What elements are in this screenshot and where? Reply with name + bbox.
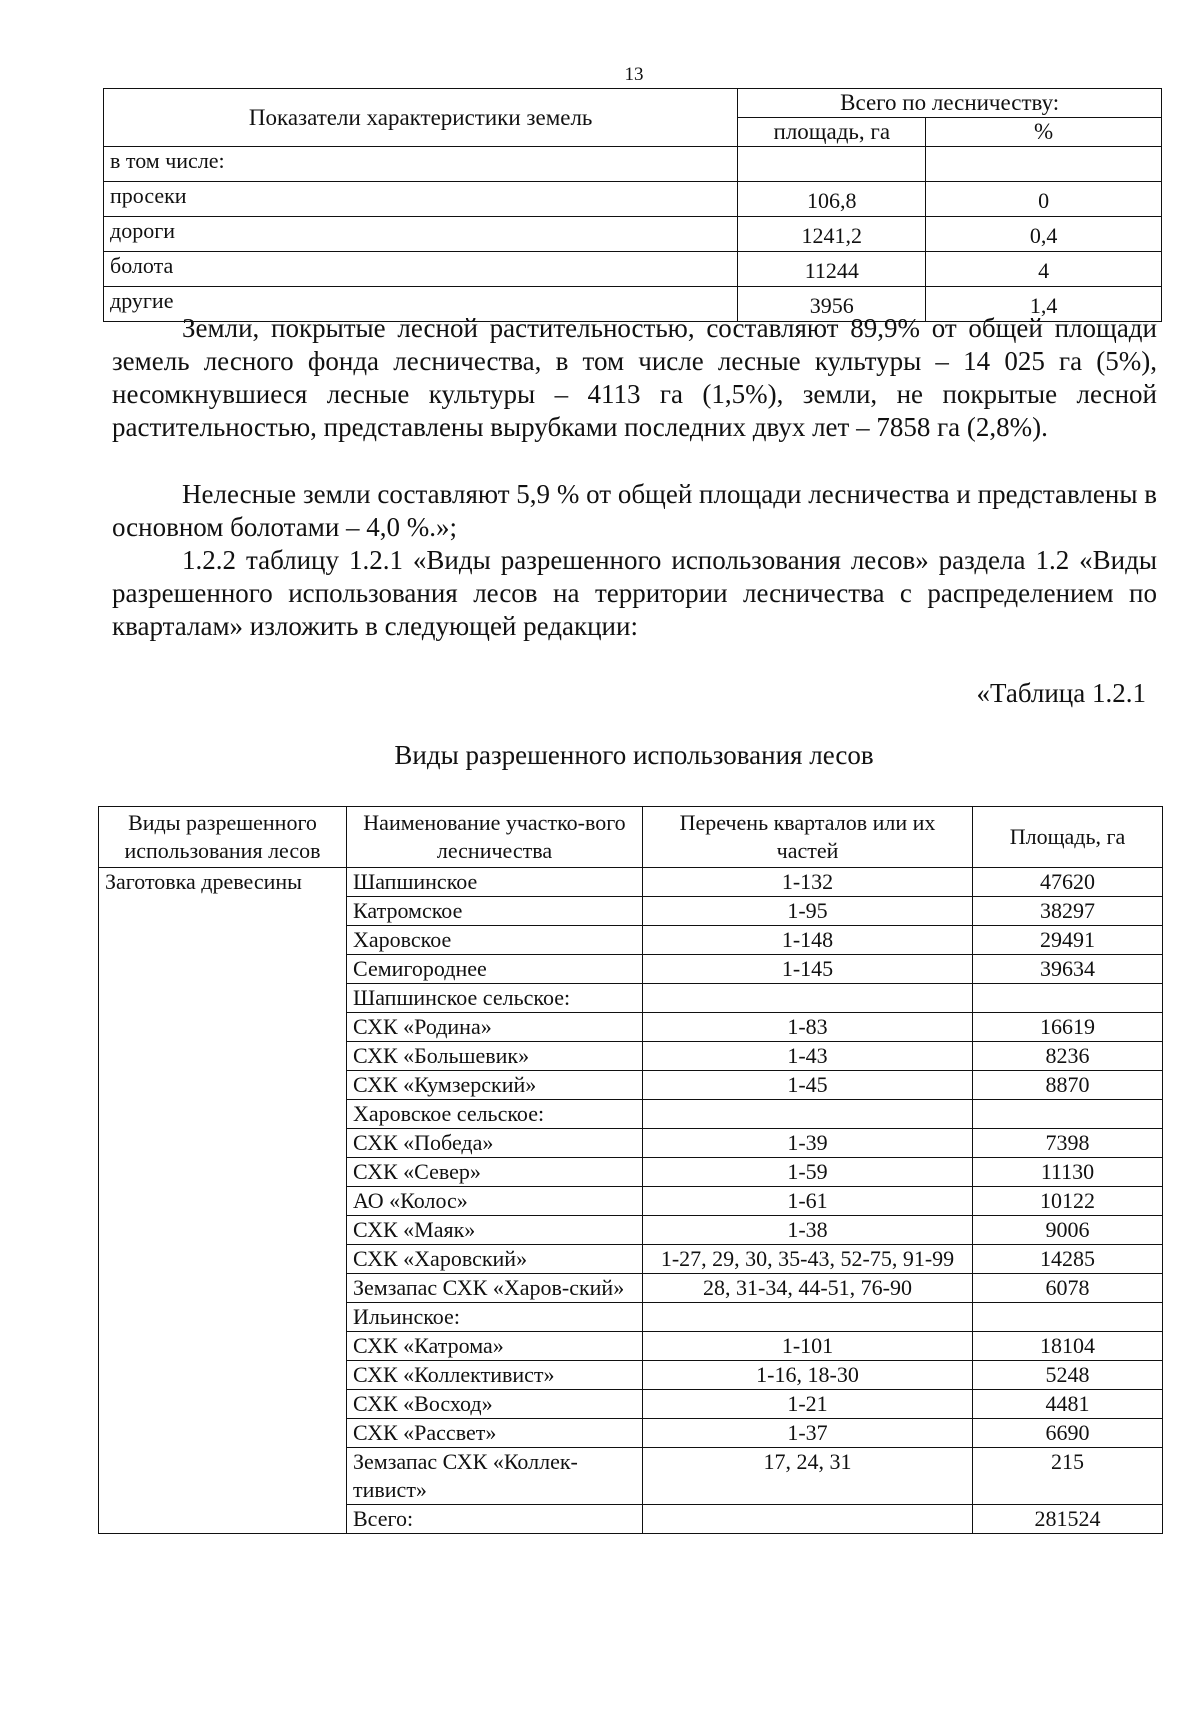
t2-area: 5248 bbox=[973, 1361, 1163, 1390]
t2-district: Харовское сельское: bbox=[347, 1100, 643, 1129]
t2-area: 39634 bbox=[973, 955, 1163, 984]
t2-district: Земзапас СХК «Харов-ский» bbox=[347, 1274, 643, 1303]
t2-area: 11130 bbox=[973, 1158, 1163, 1187]
t1-header-indicators: Показатели характеристики земель bbox=[104, 89, 738, 147]
t1-row-label: дороги bbox=[104, 217, 738, 252]
t2-quarters: 1-148 bbox=[643, 926, 973, 955]
table-caption: «Таблица 1.2.1 bbox=[976, 678, 1146, 708]
t1-row-percent bbox=[926, 147, 1162, 182]
table-row bbox=[99, 868, 1163, 897]
t2-area: 14285 bbox=[973, 1245, 1163, 1274]
t2-quarters: 1-145 bbox=[643, 955, 973, 984]
t2-district: Катромское bbox=[347, 897, 643, 926]
table-row bbox=[104, 252, 1162, 287]
t2-area: 47620 bbox=[973, 868, 1163, 897]
t2-area bbox=[973, 984, 1163, 1013]
t2-district: Семигороднее bbox=[347, 955, 643, 984]
t2-quarters: 1-27, 29, 30, 35-43, 52-75, 91-99 bbox=[643, 1245, 973, 1274]
t2-quarters: 1-38 bbox=[643, 1216, 973, 1245]
t1-row-label: в том числе: bbox=[104, 147, 738, 182]
t2-district: СХК «Восход» bbox=[347, 1390, 643, 1419]
t2-district: СХК «Маяк» bbox=[347, 1216, 643, 1245]
t2-district: СХК «Север» bbox=[347, 1158, 643, 1187]
t2-district: АО «Колос» bbox=[347, 1187, 643, 1216]
t2-quarters: 1-132 bbox=[643, 868, 973, 897]
paragraph-amendment: 1.2.2 таблицу 1.2.1 «Виды разрешенного использования лесов» раздела 1.2 «Виды разрешенного использования лесов на территории лесничества с распределением по кварталам» изложить в следующей редакции: bbox=[112, 545, 1157, 641]
t1-row-percent: 0 bbox=[926, 182, 1162, 217]
t2-header-quarters: Перечень кварталов или их частей bbox=[643, 807, 973, 868]
t2-area: 6078 bbox=[973, 1274, 1163, 1303]
t1-row-percent: 1,4 bbox=[926, 287, 1162, 322]
t2-header-district: Наименование участко-вого лесничества bbox=[347, 807, 643, 868]
t2-quarters bbox=[643, 1303, 973, 1332]
t2-area: 18104 bbox=[973, 1332, 1163, 1361]
t2-quarters: 1-37 bbox=[643, 1419, 973, 1448]
t2-area: 281524 bbox=[973, 1505, 1163, 1534]
table-row bbox=[104, 147, 1162, 182]
t2-district: Харовское bbox=[347, 926, 643, 955]
t2-area: 38297 bbox=[973, 897, 1163, 926]
paragraph-forest-cover: Земли, покрытые лесной растительностью, составляют 89,9% от общей площади земель лесного фонда лесничества, в том числе лесные культуры – 14 025 га (5%), несомкнувшиеся лесные культуры – 4113 га (1,5%), земли, не покрытые лесной растительностью, представлены вырубками последних двух лет – 7858 га (2,8%). bbox=[112, 313, 1157, 442]
t2-quarters: 1-21 bbox=[643, 1390, 973, 1419]
t2-quarters: 1-59 bbox=[643, 1158, 973, 1187]
t1-row-percent: 4 bbox=[926, 252, 1162, 287]
t2-quarters bbox=[643, 1505, 973, 1534]
t2-quarters: 1-95 bbox=[643, 897, 973, 926]
t2-area: 10122 bbox=[973, 1187, 1163, 1216]
land-characteristics-table bbox=[103, 88, 1162, 322]
table-row bbox=[104, 182, 1162, 217]
t2-area: 8236 bbox=[973, 1042, 1163, 1071]
t1-header-area: площадь, га bbox=[738, 118, 926, 147]
t2-district: Земзапас СХК «Коллек-тивист» bbox=[347, 1448, 643, 1505]
t2-district: СХК «Рассвет» bbox=[347, 1419, 643, 1448]
t2-quarters: 1-43 bbox=[643, 1042, 973, 1071]
t2-header-area: Площадь, га bbox=[973, 807, 1163, 868]
t2-district: СХК «Харовский» bbox=[347, 1245, 643, 1274]
paragraph-nonforest-land: Нелесные земли составляют 5,9 % от общей площади лесничества и представлены в основном болотами – 4,0 %.»; bbox=[112, 479, 1157, 542]
t2-district: Ильинское: bbox=[347, 1303, 643, 1332]
t2-district: СХК «Кумзерский» bbox=[347, 1071, 643, 1100]
t2-area bbox=[973, 1100, 1163, 1129]
t1-row-area: 106,8 bbox=[738, 182, 926, 217]
t2-quarters bbox=[643, 984, 973, 1013]
t1-row-area bbox=[738, 147, 926, 182]
t1-header-percent: % bbox=[926, 118, 1162, 147]
t2-quarters bbox=[643, 1100, 973, 1129]
t2-quarters: 1-16, 18-30 bbox=[643, 1361, 973, 1390]
t2-quarters: 1-45 bbox=[643, 1071, 973, 1100]
t1-row-area: 11244 bbox=[738, 252, 926, 287]
t2-district: СХК «Катрома» bbox=[347, 1332, 643, 1361]
t2-quarters: 1-39 bbox=[643, 1129, 973, 1158]
t2-area: 16619 bbox=[973, 1013, 1163, 1042]
t2-area: 9006 bbox=[973, 1216, 1163, 1245]
t1-row-area: 3956 bbox=[738, 287, 926, 322]
t1-row-area: 1241,2 bbox=[738, 217, 926, 252]
t2-quarters: 28, 31-34, 44-51, 76-90 bbox=[643, 1274, 973, 1303]
t2-area bbox=[973, 1303, 1163, 1332]
t1-row-label: другие bbox=[104, 287, 738, 322]
t2-area: 7398 bbox=[973, 1129, 1163, 1158]
t2-area: 8870 bbox=[973, 1071, 1163, 1100]
t2-district: СХК «Большевик» bbox=[347, 1042, 643, 1071]
t1-row-percent: 0,4 bbox=[926, 217, 1162, 252]
t1-row-label: болота bbox=[104, 252, 738, 287]
t1-row-label: просеки bbox=[104, 182, 738, 217]
t2-area: 215 bbox=[973, 1448, 1163, 1505]
t2-quarters: 17, 24, 31 bbox=[643, 1448, 973, 1505]
page-number: 13 bbox=[624, 64, 644, 85]
t2-district: Шапшинское сельское: bbox=[347, 984, 643, 1013]
t2-header-type: Виды разрешенного использования лесов bbox=[99, 807, 347, 868]
t2-district: СХК «Победа» bbox=[347, 1129, 643, 1158]
t2-district: Всего: bbox=[347, 1505, 643, 1534]
table-title: Виды разрешенного использования лесов bbox=[394, 740, 874, 770]
t2-quarters: 1-61 bbox=[643, 1187, 973, 1216]
t2-district: СХК «Коллективист» bbox=[347, 1361, 643, 1390]
t2-quarters: 1-83 bbox=[643, 1013, 973, 1042]
t2-district: Шапшинское bbox=[347, 868, 643, 897]
t2-area: 4481 bbox=[973, 1390, 1163, 1419]
t1-header-total: Всего по лесничеству: bbox=[738, 89, 1162, 118]
t2-quarters: 1-101 bbox=[643, 1332, 973, 1361]
t2-district: СХК «Родина» bbox=[347, 1013, 643, 1042]
forest-use-table bbox=[98, 806, 1163, 1534]
t2-area: 29491 bbox=[973, 926, 1163, 955]
t2-type-cell: Заготовка древесины bbox=[99, 868, 347, 1534]
t2-area: 6690 bbox=[973, 1419, 1163, 1448]
table-row bbox=[104, 217, 1162, 252]
